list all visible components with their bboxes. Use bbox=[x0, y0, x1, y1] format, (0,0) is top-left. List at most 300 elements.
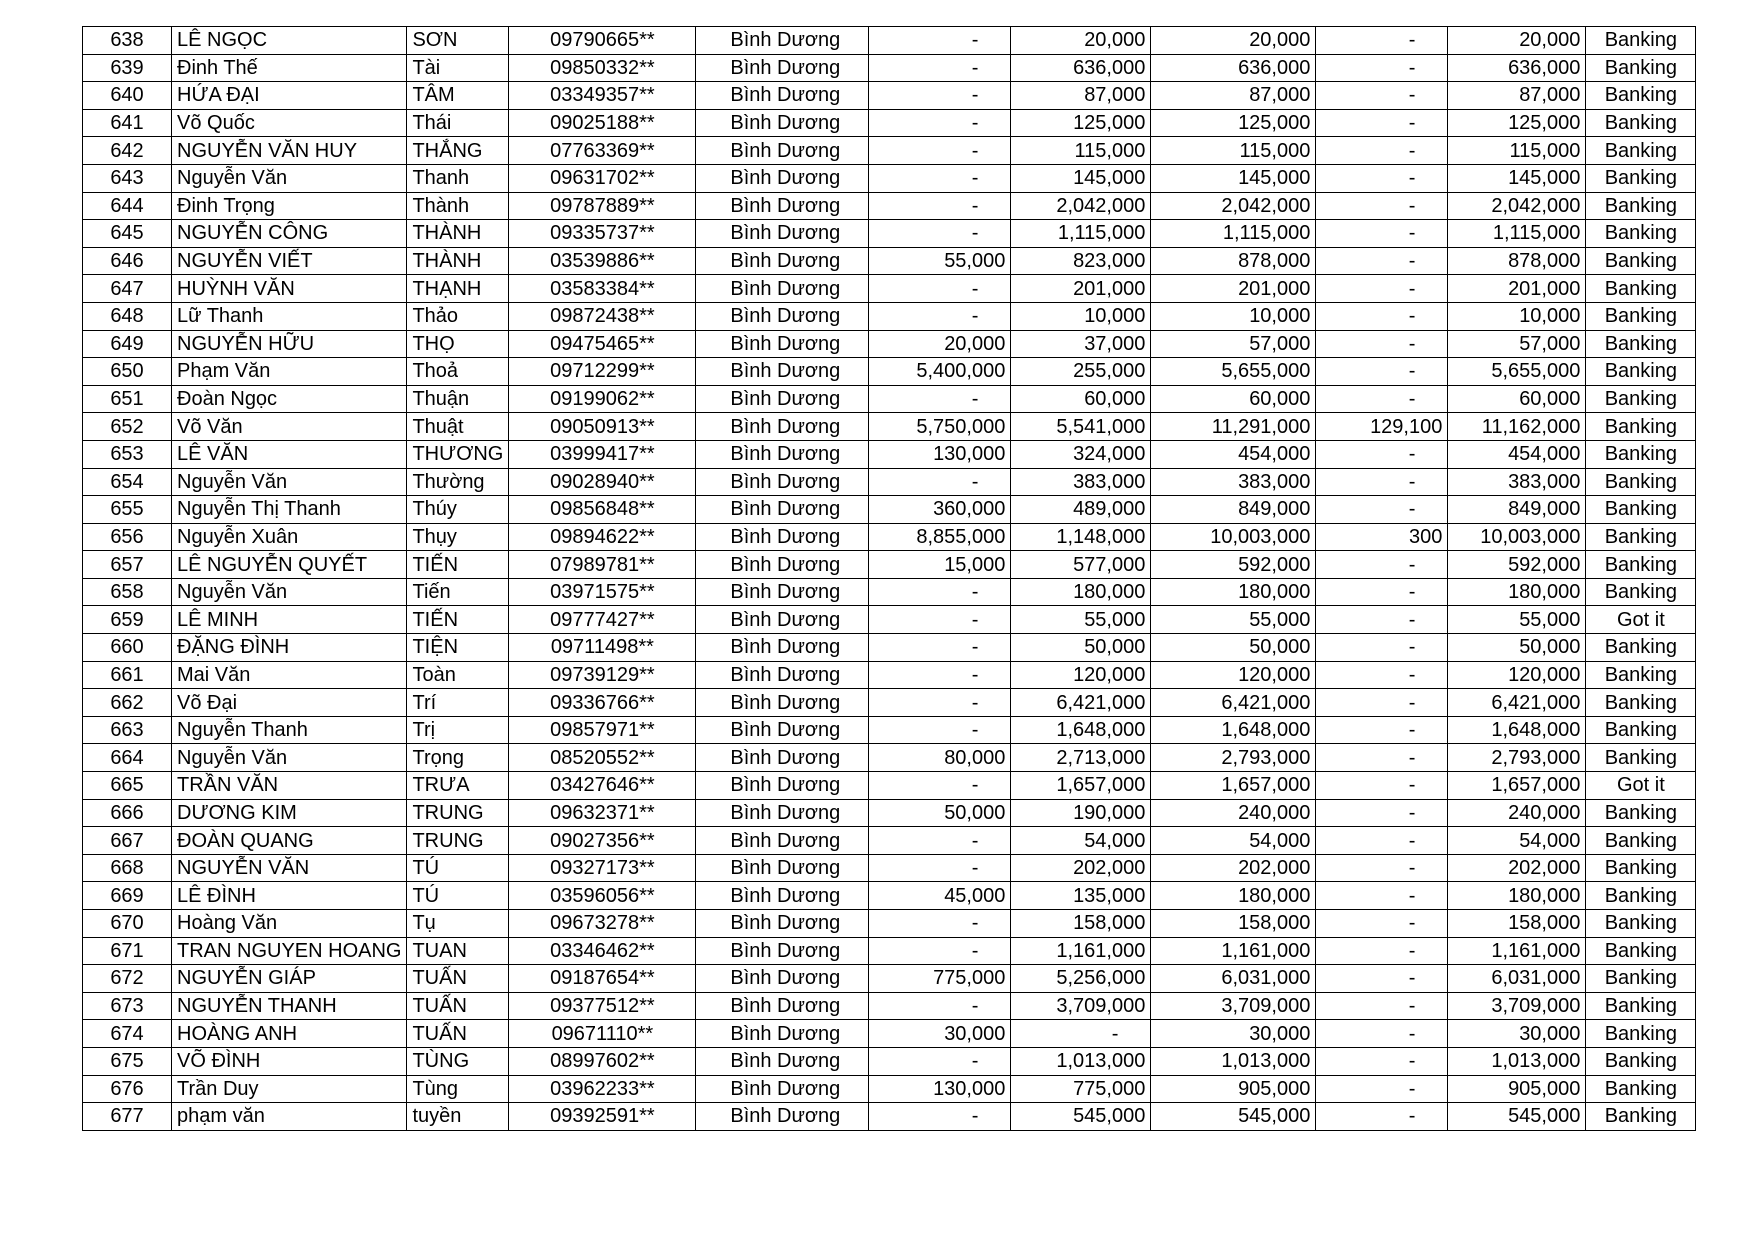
cell-amount-total: 849,000 bbox=[1151, 496, 1316, 524]
cell-row-number: 653 bbox=[83, 440, 172, 468]
cell-last-name: Võ Văn bbox=[172, 413, 407, 441]
cell-phone: 03999417** bbox=[509, 440, 696, 468]
cell-amount-net: 115,000 bbox=[1448, 137, 1586, 165]
cell-payment-method: Banking bbox=[1586, 661, 1696, 689]
cell-province: Bình Dương bbox=[696, 54, 869, 82]
cell-last-name: ĐẶNG ĐÌNH bbox=[172, 634, 407, 662]
cell-row-number: 648 bbox=[83, 302, 172, 330]
cell-last-name: NGUYỄN VĂN bbox=[172, 854, 407, 882]
cell-payment-method: Banking bbox=[1586, 275, 1696, 303]
cell-amount-total: 202,000 bbox=[1151, 854, 1316, 882]
cell-payment-method: Banking bbox=[1586, 634, 1696, 662]
table-body bbox=[83, 27, 1696, 1131]
cell-amount-total: 3,709,000 bbox=[1151, 992, 1316, 1020]
cell-row-number: 644 bbox=[83, 192, 172, 220]
cell-phone: 09187654** bbox=[509, 965, 696, 993]
cell-amount-a: - bbox=[869, 854, 1011, 882]
cell-row-number: 671 bbox=[83, 937, 172, 965]
cell-deduction: - bbox=[1316, 551, 1448, 579]
cell-phone: 03596056** bbox=[509, 882, 696, 910]
cell-last-name: Nguyễn Văn bbox=[172, 744, 407, 772]
cell-payment-method: Banking bbox=[1586, 496, 1696, 524]
cell-amount-net: 54,000 bbox=[1448, 827, 1586, 855]
cell-amount-total: 145,000 bbox=[1151, 164, 1316, 192]
table-row bbox=[83, 910, 1696, 938]
cell-amount-a: - bbox=[869, 468, 1011, 496]
cell-phone: 09712299** bbox=[509, 358, 696, 386]
cell-row-number: 654 bbox=[83, 468, 172, 496]
cell-amount-net: 545,000 bbox=[1448, 1103, 1586, 1131]
table-row bbox=[83, 716, 1696, 744]
cell-amount-total: 20,000 bbox=[1151, 27, 1316, 55]
cell-deduction: - bbox=[1316, 330, 1448, 358]
cell-amount-a: 8,855,000 bbox=[869, 523, 1011, 551]
cell-amount-b: - bbox=[1011, 1020, 1151, 1048]
cell-amount-total: 201,000 bbox=[1151, 275, 1316, 303]
cell-phone: 09377512** bbox=[509, 992, 696, 1020]
cell-row-number: 669 bbox=[83, 882, 172, 910]
cell-payment-method: Got it bbox=[1586, 772, 1696, 800]
cell-amount-total: 6,031,000 bbox=[1151, 965, 1316, 993]
cell-last-name: LÊ NGỌC bbox=[172, 27, 407, 55]
cell-province: Bình Dương bbox=[696, 1103, 869, 1131]
cell-phone: 09671110** bbox=[509, 1020, 696, 1048]
cell-first-name: Thúy bbox=[407, 496, 509, 524]
cell-amount-net: 87,000 bbox=[1448, 82, 1586, 110]
cell-amount-a: 55,000 bbox=[869, 247, 1011, 275]
cell-first-name: TUẤN bbox=[407, 992, 509, 1020]
cell-deduction: - bbox=[1316, 109, 1448, 137]
cell-amount-b: 324,000 bbox=[1011, 440, 1151, 468]
cell-payment-method: Banking bbox=[1586, 1103, 1696, 1131]
cell-first-name: THÀNH bbox=[407, 247, 509, 275]
cell-payment-method: Banking bbox=[1586, 330, 1696, 358]
cell-row-number: 670 bbox=[83, 910, 172, 938]
cell-first-name: THẠNH bbox=[407, 275, 509, 303]
cell-phone: 09335737** bbox=[509, 220, 696, 248]
cell-province: Bình Dương bbox=[696, 910, 869, 938]
cell-amount-total: 6,421,000 bbox=[1151, 689, 1316, 717]
cell-phone: 09850332** bbox=[509, 54, 696, 82]
table-row bbox=[83, 992, 1696, 1020]
cell-last-name: phạm văn bbox=[172, 1103, 407, 1131]
cell-phone: 09777427** bbox=[509, 606, 696, 634]
cell-province: Bình Dương bbox=[696, 413, 869, 441]
cell-amount-net: 201,000 bbox=[1448, 275, 1586, 303]
cell-amount-b: 54,000 bbox=[1011, 827, 1151, 855]
cell-payment-method: Banking bbox=[1586, 358, 1696, 386]
cell-row-number: 674 bbox=[83, 1020, 172, 1048]
cell-first-name: TIỆN bbox=[407, 634, 509, 662]
cell-amount-a: - bbox=[869, 772, 1011, 800]
cell-phone: 09336766** bbox=[509, 689, 696, 717]
cell-amount-a: - bbox=[869, 606, 1011, 634]
cell-deduction: - bbox=[1316, 578, 1448, 606]
cell-first-name: Thoả bbox=[407, 358, 509, 386]
cell-amount-b: 545,000 bbox=[1011, 1103, 1151, 1131]
cell-amount-total: 180,000 bbox=[1151, 578, 1316, 606]
cell-amount-b: 120,000 bbox=[1011, 661, 1151, 689]
cell-deduction: - bbox=[1316, 54, 1448, 82]
cell-amount-b: 636,000 bbox=[1011, 54, 1151, 82]
table-row bbox=[83, 772, 1696, 800]
cell-amount-total: 158,000 bbox=[1151, 910, 1316, 938]
cell-amount-a: - bbox=[869, 275, 1011, 303]
cell-first-name: TRUNG bbox=[407, 827, 509, 855]
cell-amount-total: 2,042,000 bbox=[1151, 192, 1316, 220]
cell-amount-a: - bbox=[869, 992, 1011, 1020]
cell-last-name: Lữ Thanh bbox=[172, 302, 407, 330]
table-row bbox=[83, 551, 1696, 579]
table-row bbox=[83, 799, 1696, 827]
cell-payment-method: Banking bbox=[1586, 440, 1696, 468]
cell-province: Bình Dương bbox=[696, 1075, 869, 1103]
cell-amount-a: - bbox=[869, 109, 1011, 137]
cell-last-name: NGUYỄN GIÁP bbox=[172, 965, 407, 993]
payout-table bbox=[82, 26, 1696, 1131]
cell-phone: 03962233** bbox=[509, 1075, 696, 1103]
cell-payment-method: Banking bbox=[1586, 137, 1696, 165]
cell-payment-method: Banking bbox=[1586, 854, 1696, 882]
cell-first-name: Thái bbox=[407, 109, 509, 137]
cell-row-number: 676 bbox=[83, 1075, 172, 1103]
cell-first-name: SƠN bbox=[407, 27, 509, 55]
cell-phone: 03346462** bbox=[509, 937, 696, 965]
cell-phone: 09027356** bbox=[509, 827, 696, 855]
cell-amount-a: - bbox=[869, 385, 1011, 413]
cell-amount-a: - bbox=[869, 220, 1011, 248]
cell-deduction: - bbox=[1316, 496, 1448, 524]
cell-amount-total: 545,000 bbox=[1151, 1103, 1316, 1131]
cell-deduction: - bbox=[1316, 661, 1448, 689]
cell-payment-method: Banking bbox=[1586, 578, 1696, 606]
cell-first-name: TÚ bbox=[407, 854, 509, 882]
cell-phone: 03539886** bbox=[509, 247, 696, 275]
cell-first-name: THƯƠNG bbox=[407, 440, 509, 468]
cell-amount-b: 190,000 bbox=[1011, 799, 1151, 827]
cell-payment-method: Got it bbox=[1586, 606, 1696, 634]
cell-amount-b: 10,000 bbox=[1011, 302, 1151, 330]
cell-amount-total: 57,000 bbox=[1151, 330, 1316, 358]
cell-amount-total: 592,000 bbox=[1151, 551, 1316, 579]
table-row bbox=[83, 689, 1696, 717]
cell-deduction: - bbox=[1316, 385, 1448, 413]
cell-first-name: TIẾN bbox=[407, 606, 509, 634]
table-row bbox=[83, 385, 1696, 413]
cell-amount-total: 54,000 bbox=[1151, 827, 1316, 855]
cell-amount-a: - bbox=[869, 689, 1011, 717]
cell-amount-a: 360,000 bbox=[869, 496, 1011, 524]
cell-payment-method: Banking bbox=[1586, 413, 1696, 441]
table-row bbox=[83, 54, 1696, 82]
cell-row-number: 661 bbox=[83, 661, 172, 689]
cell-amount-net: 5,655,000 bbox=[1448, 358, 1586, 386]
cell-amount-a: 50,000 bbox=[869, 799, 1011, 827]
cell-amount-total: 10,000 bbox=[1151, 302, 1316, 330]
cell-province: Bình Dương bbox=[696, 799, 869, 827]
cell-last-name: Nguyễn Thị Thanh bbox=[172, 496, 407, 524]
cell-payment-method: Banking bbox=[1586, 385, 1696, 413]
cell-amount-net: 55,000 bbox=[1448, 606, 1586, 634]
cell-phone: 09739129** bbox=[509, 661, 696, 689]
cell-payment-method: Banking bbox=[1586, 910, 1696, 938]
cell-phone: 09199062** bbox=[509, 385, 696, 413]
table-row bbox=[83, 606, 1696, 634]
cell-amount-a: 45,000 bbox=[869, 882, 1011, 910]
cell-amount-a: 5,750,000 bbox=[869, 413, 1011, 441]
cell-last-name: TRẦN VĂN bbox=[172, 772, 407, 800]
cell-first-name: Trị bbox=[407, 716, 509, 744]
cell-province: Bình Dương bbox=[696, 302, 869, 330]
cell-province: Bình Dương bbox=[696, 634, 869, 662]
cell-last-name: Hoàng Văn bbox=[172, 910, 407, 938]
cell-amount-net: 30,000 bbox=[1448, 1020, 1586, 1048]
cell-province: Bình Dương bbox=[696, 965, 869, 993]
cell-amount-total: 878,000 bbox=[1151, 247, 1316, 275]
cell-amount-a: - bbox=[869, 302, 1011, 330]
table-row bbox=[83, 1047, 1696, 1075]
cell-first-name: Thành bbox=[407, 192, 509, 220]
cell-amount-total: 1,657,000 bbox=[1151, 772, 1316, 800]
cell-amount-net: 636,000 bbox=[1448, 54, 1586, 82]
cell-deduction: - bbox=[1316, 854, 1448, 882]
cell-phone: 03349357** bbox=[509, 82, 696, 110]
cell-phone: 08520552** bbox=[509, 744, 696, 772]
cell-amount-net: 120,000 bbox=[1448, 661, 1586, 689]
cell-amount-a: 80,000 bbox=[869, 744, 1011, 772]
cell-row-number: 664 bbox=[83, 744, 172, 772]
cell-phone: 09872438** bbox=[509, 302, 696, 330]
table-row bbox=[83, 882, 1696, 910]
cell-deduction: - bbox=[1316, 744, 1448, 772]
cell-province: Bình Dương bbox=[696, 137, 869, 165]
cell-amount-a: 30,000 bbox=[869, 1020, 1011, 1048]
cell-last-name: Trần Duy bbox=[172, 1075, 407, 1103]
cell-deduction: - bbox=[1316, 440, 1448, 468]
cell-last-name: NGUYỄN THANH bbox=[172, 992, 407, 1020]
table-row bbox=[83, 440, 1696, 468]
table-row bbox=[83, 965, 1696, 993]
cell-first-name: Thuật bbox=[407, 413, 509, 441]
cell-last-name: NGUYỄN CÔNG bbox=[172, 220, 407, 248]
cell-phone: 09673278** bbox=[509, 910, 696, 938]
cell-deduction: 129,100 bbox=[1316, 413, 1448, 441]
cell-amount-net: 202,000 bbox=[1448, 854, 1586, 882]
cell-deduction: - bbox=[1316, 606, 1448, 634]
cell-payment-method: Banking bbox=[1586, 302, 1696, 330]
cell-deduction: - bbox=[1316, 716, 1448, 744]
cell-province: Bình Dương bbox=[696, 937, 869, 965]
table-row bbox=[83, 1103, 1696, 1131]
cell-payment-method: Banking bbox=[1586, 82, 1696, 110]
cell-last-name: Đoàn Ngọc bbox=[172, 385, 407, 413]
cell-amount-net: 50,000 bbox=[1448, 634, 1586, 662]
cell-amount-b: 125,000 bbox=[1011, 109, 1151, 137]
cell-amount-total: 636,000 bbox=[1151, 54, 1316, 82]
cell-deduction: - bbox=[1316, 1020, 1448, 1048]
cell-first-name: Tùng bbox=[407, 1075, 509, 1103]
cell-amount-b: 823,000 bbox=[1011, 247, 1151, 275]
cell-first-name: THỌ bbox=[407, 330, 509, 358]
cell-row-number: 638 bbox=[83, 27, 172, 55]
cell-first-name: TUẤN bbox=[407, 965, 509, 993]
table-row bbox=[83, 468, 1696, 496]
cell-deduction: - bbox=[1316, 992, 1448, 1020]
table-row bbox=[83, 358, 1696, 386]
cell-province: Bình Dương bbox=[696, 689, 869, 717]
cell-amount-total: 1,115,000 bbox=[1151, 220, 1316, 248]
cell-row-number: 647 bbox=[83, 275, 172, 303]
cell-last-name: Nguyễn Xuân bbox=[172, 523, 407, 551]
table-row bbox=[83, 27, 1696, 55]
cell-payment-method: Banking bbox=[1586, 247, 1696, 275]
cell-amount-b: 3,709,000 bbox=[1011, 992, 1151, 1020]
cell-payment-method: Banking bbox=[1586, 965, 1696, 993]
table-row bbox=[83, 1020, 1696, 1048]
cell-amount-net: 6,421,000 bbox=[1448, 689, 1586, 717]
cell-amount-net: 60,000 bbox=[1448, 385, 1586, 413]
cell-amount-b: 2,713,000 bbox=[1011, 744, 1151, 772]
table-row bbox=[83, 109, 1696, 137]
cell-payment-method: Banking bbox=[1586, 689, 1696, 717]
table-row bbox=[83, 137, 1696, 165]
cell-payment-method: Banking bbox=[1586, 192, 1696, 220]
cell-first-name: TÚ bbox=[407, 882, 509, 910]
cell-amount-total: 180,000 bbox=[1151, 882, 1316, 910]
cell-province: Bình Dương bbox=[696, 523, 869, 551]
cell-deduction: - bbox=[1316, 772, 1448, 800]
cell-amount-b: 5,256,000 bbox=[1011, 965, 1151, 993]
cell-payment-method: Banking bbox=[1586, 220, 1696, 248]
cell-amount-b: 37,000 bbox=[1011, 330, 1151, 358]
cell-last-name: TRAN NGUYEN HOANG bbox=[172, 937, 407, 965]
cell-deduction: 300 bbox=[1316, 523, 1448, 551]
cell-amount-net: 145,000 bbox=[1448, 164, 1586, 192]
cell-amount-a: 775,000 bbox=[869, 965, 1011, 993]
cell-amount-b: 20,000 bbox=[1011, 27, 1151, 55]
cell-province: Bình Dương bbox=[696, 220, 869, 248]
cell-amount-net: 20,000 bbox=[1448, 27, 1586, 55]
cell-amount-net: 180,000 bbox=[1448, 882, 1586, 910]
cell-amount-a: - bbox=[869, 54, 1011, 82]
table-row bbox=[83, 827, 1696, 855]
cell-row-number: 672 bbox=[83, 965, 172, 993]
cell-phone: 09631702** bbox=[509, 164, 696, 192]
cell-amount-a: - bbox=[869, 910, 1011, 938]
cell-amount-total: 125,000 bbox=[1151, 109, 1316, 137]
cell-deduction: - bbox=[1316, 910, 1448, 938]
cell-deduction: - bbox=[1316, 302, 1448, 330]
cell-province: Bình Dương bbox=[696, 275, 869, 303]
cell-payment-method: Banking bbox=[1586, 551, 1696, 579]
table-row bbox=[83, 302, 1696, 330]
cell-amount-total: 1,013,000 bbox=[1151, 1047, 1316, 1075]
cell-amount-b: 1,148,000 bbox=[1011, 523, 1151, 551]
cell-province: Bình Dương bbox=[696, 192, 869, 220]
cell-phone: 09475465** bbox=[509, 330, 696, 358]
cell-first-name: TÂM bbox=[407, 82, 509, 110]
cell-row-number: 668 bbox=[83, 854, 172, 882]
cell-phone: 09894622** bbox=[509, 523, 696, 551]
cell-row-number: 677 bbox=[83, 1103, 172, 1131]
cell-amount-b: 55,000 bbox=[1011, 606, 1151, 634]
cell-amount-total: 60,000 bbox=[1151, 385, 1316, 413]
cell-first-name: Toàn bbox=[407, 661, 509, 689]
cell-deduction: - bbox=[1316, 827, 1448, 855]
cell-first-name: Trí bbox=[407, 689, 509, 717]
cell-first-name: Thuận bbox=[407, 385, 509, 413]
cell-row-number: 663 bbox=[83, 716, 172, 744]
cell-amount-total: 2,793,000 bbox=[1151, 744, 1316, 772]
cell-amount-total: 87,000 bbox=[1151, 82, 1316, 110]
cell-last-name: Mai Văn bbox=[172, 661, 407, 689]
cell-amount-net: 1,161,000 bbox=[1448, 937, 1586, 965]
cell-last-name: LÊ MINH bbox=[172, 606, 407, 634]
cell-amount-net: 1,648,000 bbox=[1448, 716, 1586, 744]
cell-amount-a: - bbox=[869, 1047, 1011, 1075]
cell-payment-method: Banking bbox=[1586, 1047, 1696, 1075]
cell-amount-total: 240,000 bbox=[1151, 799, 1316, 827]
cell-province: Bình Dương bbox=[696, 358, 869, 386]
cell-province: Bình Dương bbox=[696, 468, 869, 496]
cell-first-name: TIẾN bbox=[407, 551, 509, 579]
cell-row-number: 645 bbox=[83, 220, 172, 248]
cell-amount-total: 454,000 bbox=[1151, 440, 1316, 468]
cell-province: Bình Dương bbox=[696, 164, 869, 192]
cell-province: Bình Dương bbox=[696, 827, 869, 855]
cell-row-number: 658 bbox=[83, 578, 172, 606]
cell-amount-b: 1,648,000 bbox=[1011, 716, 1151, 744]
cell-amount-b: 1,013,000 bbox=[1011, 1047, 1151, 1075]
cell-amount-b: 202,000 bbox=[1011, 854, 1151, 882]
cell-amount-b: 1,657,000 bbox=[1011, 772, 1151, 800]
cell-deduction: - bbox=[1316, 247, 1448, 275]
cell-phone: 09857971** bbox=[509, 716, 696, 744]
cell-row-number: 649 bbox=[83, 330, 172, 358]
cell-province: Bình Dương bbox=[696, 109, 869, 137]
cell-last-name: Võ Quốc bbox=[172, 109, 407, 137]
cell-row-number: 650 bbox=[83, 358, 172, 386]
cell-last-name: HUỲNH VĂN bbox=[172, 275, 407, 303]
cell-row-number: 659 bbox=[83, 606, 172, 634]
cell-amount-a: - bbox=[869, 192, 1011, 220]
cell-first-name: Thường bbox=[407, 468, 509, 496]
cell-last-name: HỨA ĐẠI bbox=[172, 82, 407, 110]
cell-first-name: Thảo bbox=[407, 302, 509, 330]
cell-amount-a: - bbox=[869, 937, 1011, 965]
table-row bbox=[83, 937, 1696, 965]
table-row bbox=[83, 496, 1696, 524]
cell-amount-net: 6,031,000 bbox=[1448, 965, 1586, 993]
table-row bbox=[83, 1075, 1696, 1103]
cell-amount-total: 5,655,000 bbox=[1151, 358, 1316, 386]
cell-amount-b: 383,000 bbox=[1011, 468, 1151, 496]
cell-row-number: 642 bbox=[83, 137, 172, 165]
cell-phone: 09025188** bbox=[509, 109, 696, 137]
cell-phone: 09790665** bbox=[509, 27, 696, 55]
cell-amount-b: 5,541,000 bbox=[1011, 413, 1151, 441]
cell-amount-b: 60,000 bbox=[1011, 385, 1151, 413]
cell-first-name: THÀNH bbox=[407, 220, 509, 248]
cell-last-name: LÊ VĂN bbox=[172, 440, 407, 468]
cell-row-number: 673 bbox=[83, 992, 172, 1020]
cell-last-name: Đinh Trọng bbox=[172, 192, 407, 220]
cell-amount-net: 10,003,000 bbox=[1448, 523, 1586, 551]
cell-first-name: THẮNG bbox=[407, 137, 509, 165]
table-row bbox=[83, 330, 1696, 358]
cell-province: Bình Dương bbox=[696, 247, 869, 275]
cell-amount-a: - bbox=[869, 716, 1011, 744]
